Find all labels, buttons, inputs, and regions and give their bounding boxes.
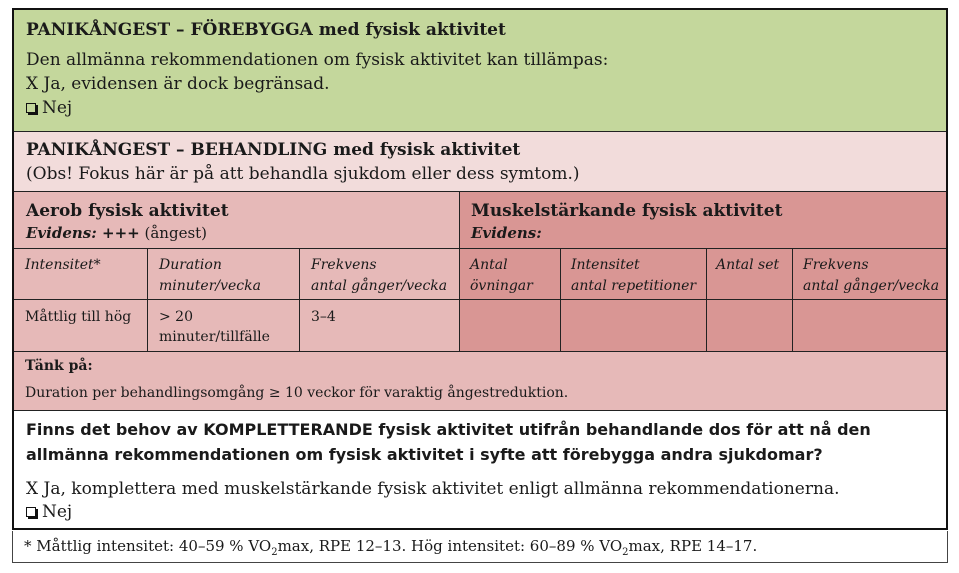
- treatment-note: (Obs! Fokus här är på att behandla sjukdom eller dess symtom.): [26, 164, 580, 184]
- value-frekvens-strength: [793, 300, 946, 351]
- prevention-text: Den allmänna rekommendationen om fysisk aktivitet kan tillämpas:: [26, 50, 609, 70]
- col-header-intensitet-text: Intensitet*: [25, 257, 101, 273]
- col-header-frekvens: [300, 249, 460, 299]
- value-antal-ovningar: [460, 300, 561, 351]
- value-antal-set: [707, 300, 793, 351]
- prevention-option-yes: X Ja, evidensen är dock begränsad.: [26, 74, 330, 94]
- aerobic-evidence-value: +++: [102, 224, 140, 242]
- col-header-intensitet-rep: [561, 249, 707, 299]
- column-headers-row: [14, 249, 946, 300]
- complement-section: [14, 411, 946, 528]
- col-header-antal-ovningar-line2: övningar: [470, 278, 533, 294]
- value-frekvens-text: 3–4: [311, 309, 336, 325]
- col-header-intensitet: [14, 249, 148, 299]
- activity-type-headers: [14, 192, 946, 249]
- checkbox-icon: [26, 103, 36, 113]
- footnote-box: [12, 531, 948, 563]
- prevention-option-no-label: Nej: [42, 98, 73, 118]
- think-label: Tänk på:: [25, 358, 93, 374]
- footnote-text: [24, 537, 757, 558]
- value-intensitet-text: Måttlig till hög: [25, 309, 132, 325]
- complement-question-line2: allmänna rekommendationen om fysisk aktivitet i syfte att förebygga andra sjukdomar?: [26, 445, 823, 464]
- col-header-frekvens-strength-line2: antal gånger/vecka: [803, 278, 940, 294]
- col-header-antal-ovningar: [460, 249, 561, 299]
- col-header-frekvens-strength: [793, 249, 946, 299]
- aerobic-heading: Aerob fysisk aktivitet: [26, 201, 229, 221]
- strength-evidence-label: Evidens:: [471, 224, 542, 242]
- prevention-section: [14, 10, 946, 132]
- footnote-part2: max, RPE 12–13. Hög intensitet: 60–89 % VO: [277, 537, 623, 555]
- col-header-duration-line2: minuter/vecka: [159, 278, 261, 294]
- col-header-antal-set: [707, 249, 793, 299]
- col-header-duration: [148, 249, 300, 299]
- value-duration-line2: minuter/tillfälle: [159, 329, 270, 345]
- footnote-part3: max, RPE 14–17.: [628, 537, 758, 555]
- complement-option-no: [26, 502, 72, 522]
- footnote-sub1: 2: [271, 547, 278, 558]
- col-header-frekvens-line2: antal gånger/vecka: [311, 278, 448, 294]
- value-duration-line1: > 20: [159, 309, 193, 325]
- footnote-part1: * Måttlig intensitet: 40–59 % VO: [24, 537, 272, 555]
- think-section: [14, 352, 946, 411]
- prevention-title: PANIKÅNGEST – FÖREBYGGA med fysisk aktivitet: [26, 20, 506, 40]
- value-intensitet-rep: [561, 300, 707, 351]
- col-header-antal-set-text: Antal set: [716, 257, 780, 273]
- aerobic-evidence-note: (ångest): [144, 224, 208, 242]
- think-text: Duration per behandlingsomgång ≥ 10 veckor för varaktig ångestreduktion.: [25, 385, 569, 401]
- complement-option-yes: X Ja, komplettera med muskelstärkande fysisk aktivitet enligt allmänna rekommendationerna.: [26, 479, 840, 499]
- col-header-duration-line1: Duration: [159, 257, 222, 273]
- checkbox-icon: [26, 507, 36, 517]
- complement-option-no-label: Nej: [42, 502, 73, 522]
- aerobic-evidence-label: Evidens:: [26, 224, 97, 242]
- col-header-intensitet-rep-line2: antal repetitioner: [571, 278, 697, 294]
- aerobic-header-cell: [14, 192, 460, 248]
- value-intensitet: [14, 300, 148, 351]
- col-header-intensitet-rep-line1: Intensitet: [571, 257, 640, 273]
- treatment-title: PANIKÅNGEST – BEHANDLING med fysisk aktivitet: [26, 140, 521, 160]
- physical-activity-table: [12, 8, 948, 530]
- values-row: [14, 300, 946, 352]
- col-header-frekvens-line1: Frekvens: [311, 257, 377, 273]
- value-duration: [148, 300, 300, 351]
- col-header-antal-ovningar-line1: Antal: [470, 257, 508, 273]
- col-header-frekvens-strength-line1: Frekvens: [803, 257, 869, 273]
- footnote-sub2: 2: [622, 547, 629, 558]
- treatment-section: [14, 132, 946, 192]
- aerobic-evidence: [26, 224, 207, 242]
- value-frekvens: [300, 300, 460, 351]
- strength-header-cell: [460, 192, 946, 248]
- strength-heading: Muskelstärkande fysisk aktivitet: [471, 201, 783, 221]
- complement-question-line1: Finns det behov av KOMPLETTERANDE fysisk aktivitet utifrån behandlande dos för att nå den: [26, 420, 871, 439]
- prevention-option-no: [26, 98, 72, 118]
